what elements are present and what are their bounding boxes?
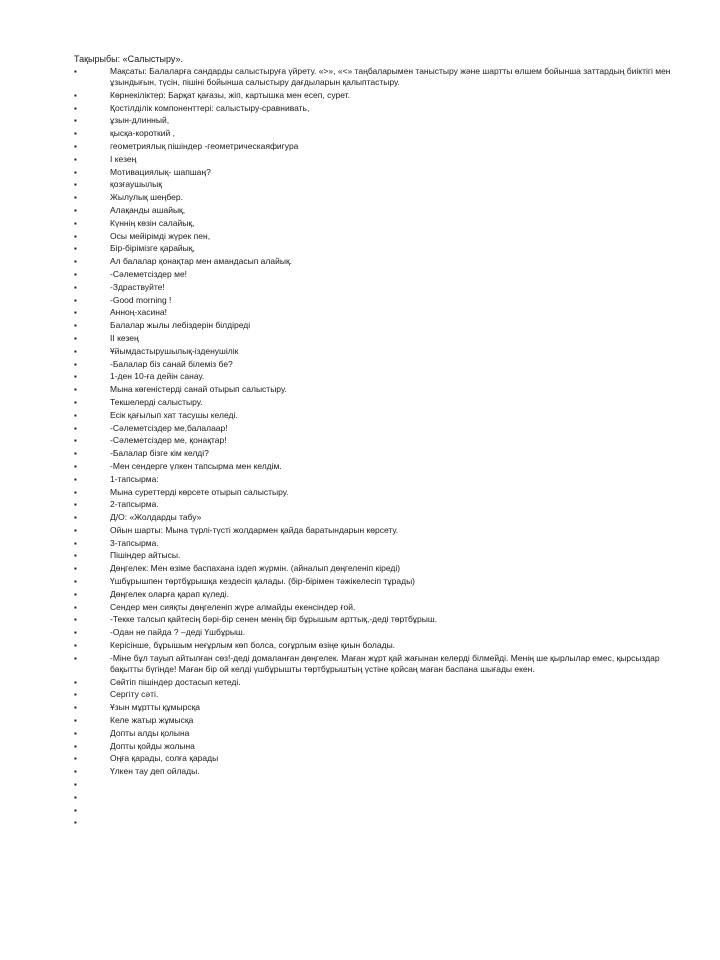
- list-item: [74, 728, 694, 739]
- list-item: [74, 307, 694, 318]
- list-item-text: Ұзын мұртты құмырсқа: [110, 702, 201, 713]
- list-item-text: -Здраствуйте!: [110, 281, 165, 292]
- list-item: [74, 128, 694, 139]
- list-item: [74, 715, 694, 726]
- list-item: [74, 448, 694, 459]
- bullet-square-icon: ▪: [74, 423, 77, 433]
- list-item: [74, 231, 694, 242]
- list-item-text: -Балалар бізге кім келді?: [110, 448, 209, 459]
- bullet-square-icon: ▪: [74, 141, 77, 151]
- list-item: [74, 602, 694, 613]
- list-item-text: Үшбұрышпен төртбұрышқа кездесіп қалады. (бір-бірімен тәжікелесіп тұрады): [110, 576, 416, 587]
- list-item: [74, 627, 694, 638]
- list-item: [74, 295, 694, 306]
- bullet-square-icon: ▪: [74, 410, 77, 420]
- list-item: [74, 576, 694, 587]
- list-item: [74, 359, 694, 370]
- list-item: [74, 474, 694, 485]
- list-item-text: Сөйтіп пішіндер достасып кетеді.: [110, 676, 241, 687]
- bullet-square-icon: ▪: [74, 628, 77, 638]
- bullet-square-icon: ▪: [74, 641, 77, 651]
- bullet-square-icon: ▪: [74, 218, 77, 228]
- list-item-text: Сергіту сәті.: [110, 689, 159, 700]
- list-item: [74, 410, 694, 421]
- list-item-text: қозғаушылық: [110, 179, 162, 190]
- list-item-text: Дөңгелек оларға қарап күледі.: [110, 588, 229, 599]
- bullet-square-icon: ▪: [74, 551, 77, 561]
- list-item: [74, 167, 694, 178]
- bullet-square-icon: ▪: [74, 780, 77, 790]
- bullet-square-icon: ▪: [74, 513, 77, 523]
- list-item-text: қысқа-короткий ,: [110, 128, 175, 139]
- list-item: [74, 333, 694, 344]
- bullet-square-icon: ▪: [74, 154, 77, 164]
- list-item-text: Допты қойды жолына: [110, 740, 195, 751]
- list-item-text: Мақсаты: Балаларға сандарды салыстыруға үйрету. «>», «<» таңбаларымен таныстыру және шартты өлшем бойынша заттардың биіктігі мен ұзындығын, түсін, пішіні бойынша салыстыру дағдыларын қалыптастыру.: [110, 66, 671, 87]
- list-item: [74, 154, 694, 165]
- list-item-text: Есік қағылып хат тасушы келеді.: [110, 409, 238, 420]
- list-item: [74, 461, 694, 472]
- list-item: [74, 614, 694, 625]
- bullet-square-icon: ▪: [74, 436, 77, 446]
- bullet-square-icon: ▪: [74, 690, 77, 700]
- list-item: [74, 512, 694, 523]
- list-item: [74, 243, 694, 254]
- list-item: [74, 90, 694, 101]
- bullet-square-icon: ▪: [74, 231, 77, 241]
- list-item-text: -Текке талсып қайтесің бәрі-бір сенен менің бір бұрышым арттық,-деді төртбұрыш.: [110, 614, 438, 625]
- bullet-square-icon: ▪: [74, 792, 77, 802]
- bullet-square-icon: ▪: [74, 129, 77, 139]
- bullet-square-icon: ▪: [74, 67, 77, 76]
- list-item-text: Мына суреттерді көрсете отырып салыстыру.: [110, 486, 289, 497]
- bullet-square-icon: ▪: [74, 103, 77, 113]
- bullet-square-icon: ▪: [74, 385, 77, 395]
- list-item: [74, 805, 694, 816]
- list-item: [74, 779, 694, 790]
- bullet-square-icon: ▪: [74, 500, 77, 510]
- list-item-text: II кезең: [110, 332, 139, 343]
- bullet-square-icon: ▪: [74, 577, 77, 587]
- list-item: [74, 205, 694, 216]
- list-item: [74, 741, 694, 752]
- list-item-text: Үлкен тау деп ойлады.: [110, 766, 200, 777]
- list-item-text: Сендер мен сияқты дөңгеленіп жүре алмайды екенсіндер ғой.: [110, 601, 356, 612]
- list-item-text: 1-ден 10-ға дейін санау.: [110, 371, 205, 382]
- list-item: [74, 320, 694, 331]
- list-item-text: Мына көгеністерді санай отырып салыстыру.: [110, 384, 287, 395]
- bullet-square-icon: ▪: [74, 805, 77, 815]
- list-item: [74, 282, 694, 293]
- list-item: [74, 346, 694, 357]
- list-item-text: Анноң-хасина!: [110, 307, 167, 318]
- list-item: [74, 817, 694, 828]
- list-item-text: Допты алды қолына: [110, 727, 190, 738]
- bullet-square-icon: ▪: [74, 257, 77, 267]
- list-item: [74, 115, 694, 126]
- list-item-text: Осы мейірімді жүрек пен,: [110, 230, 211, 241]
- list-item-text: -Балалар біз санай білеміз бе?: [110, 358, 233, 369]
- bullet-square-icon: ▪: [74, 677, 77, 687]
- list-item-text: -Сәлеметсіздер ме,балалаар!: [110, 422, 228, 433]
- bullet-square-icon: ▪: [74, 295, 77, 305]
- list-item-text: Керісінше, бұрышым неғұрлым көп болса, соғұрлым өзіңе қиын болады.: [110, 640, 396, 651]
- list-item-text: Д/О: «Жолдарды табу»: [110, 512, 202, 523]
- bullet-square-icon: ▪: [74, 116, 77, 126]
- bullet-square-icon: ▪: [74, 474, 77, 484]
- list-item: [74, 487, 694, 498]
- list-item-text: Көрнекіліктер: Барқат қағазы, жіп, картышка мен есеп, сурет.: [110, 89, 350, 100]
- bullet-square-icon: ▪: [74, 525, 77, 535]
- list-item: [74, 192, 694, 203]
- bullet-square-icon: ▪: [74, 741, 77, 751]
- list-item: [74, 525, 694, 536]
- list-item-text: -Одан не пайда ? –деді Үшбұрыш.: [110, 627, 246, 638]
- list-item: [74, 766, 694, 777]
- list-item-text: Келе жатыр жұмысқа: [110, 715, 194, 726]
- list-item: [74, 218, 694, 229]
- list-item-text: Ұйымдастырушылық-ізденушілік: [110, 345, 239, 356]
- bullet-square-icon: ▪: [74, 728, 77, 738]
- list-item-text: I кезең: [110, 153, 137, 164]
- bullet-square-icon: ▪: [74, 308, 77, 318]
- bullet-square-icon: ▪: [74, 180, 77, 190]
- bullet-square-icon: ▪: [74, 269, 77, 279]
- bullet-list: [74, 66, 694, 830]
- list-item: [74, 550, 694, 561]
- bullet-square-icon: ▪: [74, 397, 77, 407]
- bullet-square-icon: ▪: [74, 449, 77, 459]
- bullet-square-icon: ▪: [74, 564, 77, 574]
- list-item: [74, 397, 694, 408]
- list-item: [74, 66, 694, 88]
- list-item-text: геометриялық пішіндер -геометрическаяфигура: [110, 140, 299, 151]
- list-item: [74, 371, 694, 382]
- bullet-square-icon: ▪: [74, 538, 77, 548]
- list-item: [74, 563, 694, 574]
- bullet-square-icon: ▪: [74, 615, 77, 625]
- list-item-text: 2-тапсырма.: [110, 499, 159, 510]
- bullet-square-icon: ▪: [74, 602, 77, 612]
- list-item-text: ұзын-длинный,: [110, 115, 170, 126]
- bullet-square-icon: ▪: [74, 359, 77, 369]
- list-item-text: Күннің көзін салайық,: [110, 217, 195, 228]
- bullet-square-icon: ▪: [74, 767, 77, 777]
- bullet-square-icon: ▪: [74, 205, 77, 215]
- list-item-text: Оңға қарады, солға қарады: [110, 753, 219, 764]
- bullet-square-icon: ▪: [74, 372, 77, 382]
- bullet-square-icon: ▪: [74, 333, 77, 343]
- list-item: [74, 653, 694, 675]
- bullet-square-icon: ▪: [74, 90, 77, 100]
- bullet-square-icon: ▪: [74, 703, 77, 713]
- list-item: [74, 589, 694, 600]
- list-item: [74, 423, 694, 434]
- list-item-text: Қостілділік компоненттері: салыстыру-сравнивать,: [110, 102, 310, 113]
- list-item-text: Бір-бірімізге қарайық,: [110, 243, 195, 254]
- bullet-square-icon: ▪: [74, 487, 77, 497]
- bullet-square-icon: ▪: [74, 818, 77, 828]
- list-item-text: -Міне бұл тауып айтылған сөз!-деді домаланған дөңгелек. Маған жұрт қай жағынан келерді білмейді. Менің ше қырлылар емес, қырсыздар бақытты бүгінде! Маған бір ой келді үшбұрышты төртбұрыштың үстіне қойсаң маған баспана шығады екен.: [110, 652, 660, 674]
- bullet-square-icon: ▪: [74, 167, 77, 177]
- list-item-text: Жылулық шеңбер.: [110, 192, 183, 203]
- list-item: [74, 435, 694, 446]
- list-item-text: Мотивациялық- шапшаң?: [110, 166, 211, 177]
- list-item: [74, 689, 694, 700]
- list-item: [74, 499, 694, 510]
- bullet-square-icon: ▪: [74, 716, 77, 726]
- list-item: [74, 792, 694, 803]
- list-item-text: 1-тапсырма:: [110, 473, 159, 484]
- bullet-square-icon: ▪: [74, 244, 77, 254]
- bullet-square-icon: ▪: [74, 321, 77, 331]
- list-item: [74, 269, 694, 280]
- list-item-text: -Good morning !: [110, 294, 172, 305]
- bullet-square-icon: ▪: [74, 346, 77, 356]
- list-item-text: Дөңгелек: Мен өзіме баспахана іздеп жүрмін. (айналып дөңгеленіп кіреді): [110, 563, 401, 574]
- list-item: [74, 753, 694, 764]
- list-item: [74, 640, 694, 651]
- list-item: [74, 702, 694, 713]
- bullet-square-icon: ▪: [74, 589, 77, 599]
- bullet-square-icon: ▪: [74, 754, 77, 764]
- list-item-text: Балалар жылы лебіздерін білдіреді: [110, 320, 251, 331]
- list-item-text: Алақанды ашайық,: [110, 204, 186, 215]
- list-item-text: Пішіндер айтысы.: [110, 550, 181, 561]
- list-item: [74, 384, 694, 395]
- list-item-text: Ойын шарты: Мына түрлі-түсті жолдармен қайда баратындарын көрсету.: [110, 524, 399, 535]
- list-item-text: -Мен сендерге үлкен тапсырма мен келдім.: [110, 460, 282, 471]
- list-item-text: 3-тапсырма.: [110, 537, 159, 548]
- list-item: [74, 538, 694, 549]
- list-item: [74, 103, 694, 114]
- list-item-text: -Сәлеметсіздер ме!: [110, 268, 188, 279]
- document-title: Тақырыбы: «Салыстыру».: [74, 54, 184, 64]
- list-item-text: Текшелерді салыстыру.: [110, 396, 203, 407]
- list-item: [74, 256, 694, 267]
- list-item-text: Ал балалар қонақтар мен амандасып алайық.: [110, 256, 293, 267]
- bullet-square-icon: ▪: [74, 461, 77, 471]
- bullet-square-icon: ▪: [74, 193, 77, 203]
- list-item: [74, 677, 694, 688]
- list-item: [74, 179, 694, 190]
- list-item: [74, 141, 694, 152]
- bullet-square-icon: ▪: [74, 282, 77, 292]
- list-item-text: -Сәлеметсіздер ме, қонақтар!: [110, 435, 227, 446]
- bullet-square-icon: ▪: [74, 653, 77, 663]
